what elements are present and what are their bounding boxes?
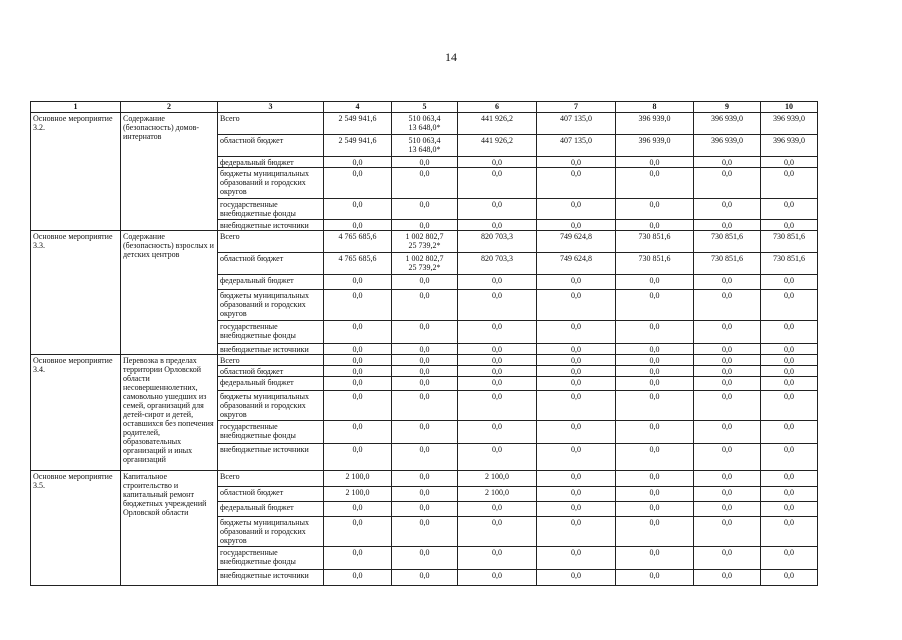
- value-cell: 0,0: [694, 344, 761, 355]
- value-cell: 0,0: [761, 444, 818, 471]
- funding-source-regional-budget: областной бюджет: [218, 135, 324, 157]
- value-cell: 0,0: [761, 199, 818, 220]
- value-cell: 0,0: [324, 502, 392, 517]
- value-cell: 0,0: [392, 570, 458, 586]
- value-cell: 0,0: [537, 421, 616, 444]
- value-cell: 730 851,6: [694, 231, 761, 253]
- funding-source-municipal-budgets: бюджеты муниципальных образований и городских округов: [218, 290, 324, 321]
- budget-table: [30, 101, 818, 586]
- funding-source-offbudget-sources: внебюджетные источники: [218, 344, 324, 355]
- value-cell: 441 926,2: [458, 135, 537, 157]
- value-cell: 0,0: [616, 377, 694, 391]
- value-cell: 0,0: [694, 366, 761, 377]
- column-header: 4: [324, 102, 392, 113]
- value-cell: 0,0: [694, 517, 761, 547]
- value-cell: 0,0: [458, 344, 537, 355]
- value-cell: 0,0: [537, 321, 616, 344]
- value-cell: 0,0: [392, 321, 458, 344]
- value-cell: 0,0: [694, 471, 761, 487]
- value-cell: 1 002 802,7 25 739,2*: [392, 253, 458, 275]
- value-cell: 0,0: [458, 377, 537, 391]
- table-row: [31, 113, 818, 135]
- value-cell: 510 063,4 13 648,0*: [392, 113, 458, 135]
- value-cell: 0,0: [458, 199, 537, 220]
- value-cell: 2 100,0: [458, 487, 537, 502]
- value-cell: 0,0: [761, 321, 818, 344]
- value-cell: 0,0: [324, 366, 392, 377]
- value-cell: 0,0: [616, 517, 694, 547]
- value-cell: 0,0: [616, 391, 694, 421]
- column-header: 6: [458, 102, 537, 113]
- column-header: 7: [537, 102, 616, 113]
- funding-source-state-offbudget-funds: государственные внебюджетные фонды: [218, 421, 324, 444]
- funding-source-state-offbudget-funds: государственные внебюджетные фонды: [218, 199, 324, 220]
- value-cell: 0,0: [392, 366, 458, 377]
- value-cell: 0,0: [392, 444, 458, 471]
- value-cell: 0,0: [761, 275, 818, 290]
- value-cell: 730 851,6: [761, 231, 818, 253]
- value-cell: 0,0: [324, 377, 392, 391]
- value-cell: 0,0: [537, 517, 616, 547]
- value-cell: 0,0: [392, 220, 458, 231]
- value-cell: 0,0: [694, 391, 761, 421]
- event-name-cell: Основное мероприятие 3.2.: [31, 113, 121, 231]
- value-cell: 0,0: [458, 290, 537, 321]
- value-cell: 0,0: [537, 220, 616, 231]
- column-header: 9: [694, 102, 761, 113]
- funding-source-regional-budget: областной бюджет: [218, 366, 324, 377]
- value-cell: 0,0: [694, 487, 761, 502]
- value-cell: 0,0: [616, 290, 694, 321]
- value-cell: 0,0: [761, 355, 818, 366]
- value-cell: 0,0: [761, 377, 818, 391]
- value-cell: 0,0: [616, 220, 694, 231]
- column-header: 2: [121, 102, 218, 113]
- value-cell: 0,0: [694, 377, 761, 391]
- value-cell: 820 703,3: [458, 253, 537, 275]
- table-row: [31, 471, 818, 487]
- value-cell: 0,0: [537, 570, 616, 586]
- value-cell: 0,0: [694, 421, 761, 444]
- value-cell: 0,0: [537, 290, 616, 321]
- value-cell: 0,0: [324, 517, 392, 547]
- value-cell: 2 100,0: [324, 471, 392, 487]
- value-cell: 0,0: [694, 157, 761, 168]
- value-cell: 2 549 941,6: [324, 135, 392, 157]
- value-cell: 0,0: [324, 321, 392, 344]
- value-cell: 0,0: [616, 344, 694, 355]
- value-cell: 0,0: [694, 220, 761, 231]
- value-cell: 820 703,3: [458, 231, 537, 253]
- funding-source-total: Всего: [218, 231, 324, 253]
- column-header: 5: [392, 102, 458, 113]
- value-cell: 0,0: [392, 502, 458, 517]
- value-cell: 0,0: [458, 391, 537, 421]
- value-cell: 0,0: [616, 321, 694, 344]
- funding-source-municipal-budgets: бюджеты муниципальных образований и городских округов: [218, 517, 324, 547]
- value-cell: 0,0: [458, 366, 537, 377]
- value-cell: 0,0: [694, 502, 761, 517]
- value-cell: 0,0: [616, 421, 694, 444]
- value-cell: 396 939,0: [761, 113, 818, 135]
- value-cell: 0,0: [458, 502, 537, 517]
- value-cell: 2 549 941,6: [324, 113, 392, 135]
- value-cell: 0,0: [761, 366, 818, 377]
- funding-source-offbudget-sources: внебюджетные источники: [218, 220, 324, 231]
- value-cell: 0,0: [458, 517, 537, 547]
- value-cell: 0,0: [694, 355, 761, 366]
- value-cell: 4 765 685,6: [324, 231, 392, 253]
- value-cell: 0,0: [458, 355, 537, 366]
- value-cell: 0,0: [324, 444, 392, 471]
- value-cell: 0,0: [392, 355, 458, 366]
- value-cell: 730 851,6: [761, 253, 818, 275]
- value-cell: 0,0: [392, 275, 458, 290]
- value-cell: 0,0: [761, 471, 818, 487]
- page-number: 14: [445, 50, 457, 64]
- value-cell: 0,0: [392, 487, 458, 502]
- value-cell: 0,0: [324, 199, 392, 220]
- value-cell: 0,0: [616, 570, 694, 586]
- value-cell: 510 063,4 13 648,0*: [392, 135, 458, 157]
- value-cell: 0,0: [761, 487, 818, 502]
- column-header: 8: [616, 102, 694, 113]
- value-cell: 0,0: [761, 570, 818, 586]
- value-cell: 0,0: [458, 570, 537, 586]
- value-cell: 407 135,0: [537, 113, 616, 135]
- value-cell: 0,0: [537, 547, 616, 570]
- value-cell: 1 002 802,7 25 739,2*: [392, 231, 458, 253]
- funding-source-federal-budget: федеральный бюджет: [218, 502, 324, 517]
- column-header: 10: [761, 102, 818, 113]
- value-cell: 0,0: [392, 168, 458, 199]
- funding-source-federal-budget: федеральный бюджет: [218, 377, 324, 391]
- value-cell: 0,0: [324, 220, 392, 231]
- value-cell: 0,0: [761, 517, 818, 547]
- value-cell: 0,0: [694, 168, 761, 199]
- value-cell: 0,0: [537, 471, 616, 487]
- event-description-cell: Содержание (безопасность) взрослых и детских центров: [121, 231, 218, 355]
- value-cell: 2 100,0: [458, 471, 537, 487]
- value-cell: 0,0: [537, 487, 616, 502]
- value-cell: 0,0: [761, 344, 818, 355]
- table-body: [31, 113, 818, 586]
- value-cell: 0,0: [694, 199, 761, 220]
- funding-source-federal-budget: федеральный бюджет: [218, 275, 324, 290]
- value-cell: 0,0: [761, 168, 818, 199]
- value-cell: 0,0: [616, 168, 694, 199]
- value-cell: 0,0: [392, 157, 458, 168]
- header-row: [31, 102, 818, 113]
- value-cell: 0,0: [458, 168, 537, 199]
- value-cell: 0,0: [537, 344, 616, 355]
- value-cell: 0,0: [761, 391, 818, 421]
- value-cell: 730 851,6: [616, 253, 694, 275]
- value-cell: 0,0: [392, 421, 458, 444]
- value-cell: 396 939,0: [694, 135, 761, 157]
- value-cell: 0,0: [458, 220, 537, 231]
- value-cell: 396 939,0: [761, 135, 818, 157]
- value-cell: 0,0: [392, 290, 458, 321]
- value-cell: 0,0: [537, 366, 616, 377]
- event-description-cell: Перевозка в пределах территории Орловской области несовершеннолетних, самовольно ушедших из семей, организаций для детей-сирот и детей, оставшихся без попечения родителей, образовательных организаций и иных организаций: [121, 355, 218, 471]
- value-cell: 4 765 685,6: [324, 253, 392, 275]
- value-cell: 0,0: [616, 547, 694, 570]
- value-cell: 0,0: [458, 421, 537, 444]
- value-cell: 396 939,0: [694, 113, 761, 135]
- column-header: 1: [31, 102, 121, 113]
- value-cell: 0,0: [537, 391, 616, 421]
- value-cell: 0,0: [324, 275, 392, 290]
- value-cell: 0,0: [616, 502, 694, 517]
- table-row: [31, 355, 818, 366]
- value-cell: 0,0: [616, 199, 694, 220]
- value-cell: 0,0: [761, 421, 818, 444]
- funding-source-federal-budget: федеральный бюджет: [218, 157, 324, 168]
- value-cell: 0,0: [537, 444, 616, 471]
- event-name-cell: Основное мероприятие 3.3.: [31, 231, 121, 355]
- value-cell: 0,0: [761, 502, 818, 517]
- value-cell: 0,0: [761, 547, 818, 570]
- value-cell: 0,0: [761, 290, 818, 321]
- value-cell: 0,0: [537, 502, 616, 517]
- value-cell: 407 135,0: [537, 135, 616, 157]
- funding-source-regional-budget: областной бюджет: [218, 487, 324, 502]
- funding-source-total: Всего: [218, 471, 324, 487]
- value-cell: 749 624,8: [537, 231, 616, 253]
- funding-source-state-offbudget-funds: государственные внебюджетные фонды: [218, 321, 324, 344]
- value-cell: 0,0: [694, 275, 761, 290]
- value-cell: 0,0: [324, 290, 392, 321]
- value-cell: 0,0: [616, 444, 694, 471]
- value-cell: 0,0: [761, 157, 818, 168]
- value-cell: 0,0: [537, 168, 616, 199]
- funding-source-offbudget-sources: внебюджетные источники: [218, 570, 324, 586]
- value-cell: 2 100,0: [324, 487, 392, 502]
- value-cell: 0,0: [392, 517, 458, 547]
- value-cell: 730 851,6: [694, 253, 761, 275]
- value-cell: 396 939,0: [616, 135, 694, 157]
- value-cell: 0,0: [458, 157, 537, 168]
- value-cell: 0,0: [616, 471, 694, 487]
- value-cell: 0,0: [324, 355, 392, 366]
- value-cell: 0,0: [324, 570, 392, 586]
- value-cell: 0,0: [324, 168, 392, 199]
- event-description-cell: Капитальное строительство и капитальный ремонт бюджетных учреждений Орловской области: [121, 471, 218, 586]
- column-header: 3: [218, 102, 324, 113]
- value-cell: 396 939,0: [616, 113, 694, 135]
- funding-source-total: Всего: [218, 113, 324, 135]
- value-cell: 0,0: [392, 377, 458, 391]
- value-cell: 0,0: [616, 157, 694, 168]
- value-cell: 0,0: [458, 321, 537, 344]
- value-cell: 0,0: [392, 344, 458, 355]
- funding-source-offbudget-sources: внебюджетные источники: [218, 444, 324, 471]
- event-name-cell: Основное мероприятие 3.5.: [31, 471, 121, 586]
- value-cell: 0,0: [537, 199, 616, 220]
- value-cell: 0,0: [694, 570, 761, 586]
- value-cell: 730 851,6: [616, 231, 694, 253]
- value-cell: 0,0: [761, 220, 818, 231]
- value-cell: 0,0: [324, 157, 392, 168]
- value-cell: 0,0: [616, 487, 694, 502]
- value-cell: 0,0: [458, 444, 537, 471]
- value-cell: 0,0: [694, 290, 761, 321]
- value-cell: 0,0: [616, 275, 694, 290]
- value-cell: 0,0: [392, 547, 458, 570]
- funding-source-municipal-budgets: бюджеты муниципальных образований и городских округов: [218, 391, 324, 421]
- event-name-cell: Основное мероприятие 3.4.: [31, 355, 121, 471]
- value-cell: 0,0: [458, 547, 537, 570]
- value-cell: 0,0: [324, 421, 392, 444]
- value-cell: 0,0: [537, 275, 616, 290]
- value-cell: 0,0: [324, 547, 392, 570]
- value-cell: 441 926,2: [458, 113, 537, 135]
- value-cell: 0,0: [616, 366, 694, 377]
- value-cell: 0,0: [537, 355, 616, 366]
- event-description-cell: Содержание (безопасность) домов-интернатов: [121, 113, 218, 231]
- value-cell: 0,0: [324, 344, 392, 355]
- value-cell: 0,0: [392, 471, 458, 487]
- value-cell: 749 624,8: [537, 253, 616, 275]
- value-cell: 0,0: [458, 275, 537, 290]
- value-cell: 0,0: [324, 391, 392, 421]
- table-row: [31, 231, 818, 253]
- value-cell: 0,0: [694, 444, 761, 471]
- value-cell: 0,0: [392, 391, 458, 421]
- value-cell: 0,0: [694, 547, 761, 570]
- value-cell: 0,0: [694, 321, 761, 344]
- funding-source-municipal-budgets: бюджеты муниципальных образований и городских округов: [218, 168, 324, 199]
- value-cell: 0,0: [392, 199, 458, 220]
- funding-source-state-offbudget-funds: государственные внебюджетные фонды: [218, 547, 324, 570]
- value-cell: 0,0: [537, 377, 616, 391]
- value-cell: 0,0: [537, 157, 616, 168]
- funding-source-total: Всего: [218, 355, 324, 366]
- value-cell: 0,0: [616, 355, 694, 366]
- funding-source-regional-budget: областной бюджет: [218, 253, 324, 275]
